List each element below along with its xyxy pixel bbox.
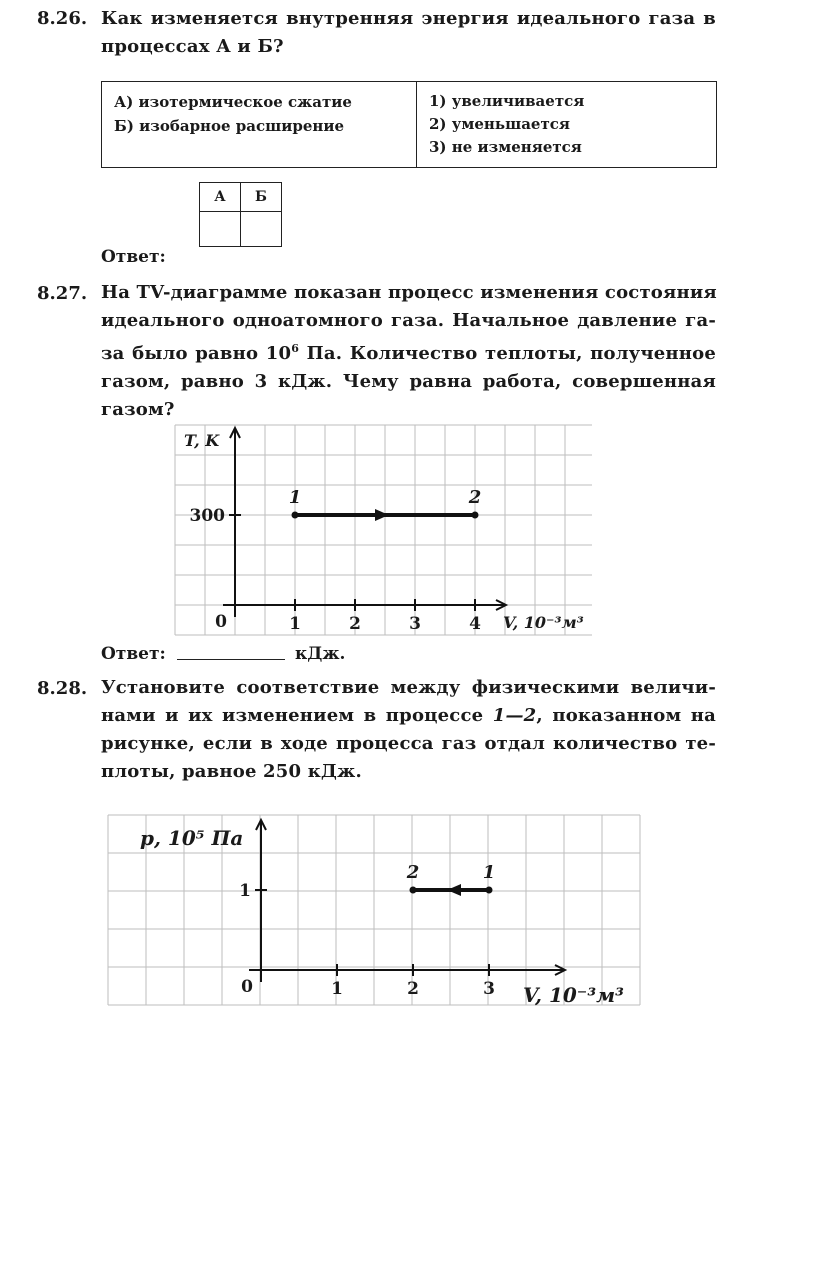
y-axis-label: p, 10⁵ Па [140,826,244,850]
text-fragment: нами и их изменением в процессе [101,705,493,726]
process-label: 1—2 [492,705,537,726]
grid-header-a: А [200,183,241,212]
state-label: 1 [482,862,496,883]
direction-arrow [447,884,461,896]
x-axis-label: V, 10⁻³м³ [523,983,624,1007]
text-line: На TV-диаграмме показан процесс изменения состояния [101,282,717,303]
changes-column [417,82,596,167]
text-line: плоты, равное 250 кДж. [101,761,362,782]
state-label: 2 [406,862,420,883]
state-label: 2 [468,487,482,508]
change-option-1: 1) увеличивается [429,92,585,110]
state-point [292,512,299,519]
change-option-2: 2) уменьшается [429,115,570,133]
answer-label-8-26: Ответ: [101,247,166,267]
x-tick-label: 4 [469,614,481,634]
x-tick-label: 2 [407,979,419,999]
x-tick-label: 2 [349,614,361,634]
text-line: идеального одноатомного газа. Начальное давление га- [101,310,716,331]
grid [175,425,592,635]
x-tick-label: 1 [331,979,343,999]
grid-header-b: Б [241,183,282,212]
problem-text-8-26 [101,5,716,61]
answer-cell-b[interactable] [241,212,282,247]
state-point [472,512,479,519]
problem-text-8-28 [101,674,716,786]
text-line: Установите соответствие между физическими величи- [101,677,716,698]
pv-diagram [105,810,645,1010]
x-tick-label: 1 [289,614,301,634]
matching-table-8-26 [101,81,717,168]
x-tick-label: 3 [409,614,421,634]
text-line: рисунке, если в ходе процесса газ отдал количество те- [101,733,716,754]
change-option-3: 3) не изменяется [429,138,582,156]
axes [140,820,624,1007]
answer-blank-8-27[interactable] [177,659,285,660]
y-tick-label: 300 [189,506,225,526]
state-point [486,887,493,894]
answer-cell-a[interactable] [200,212,241,247]
origin-label: 0 [241,977,253,997]
y-tick-label: 1 [239,881,251,901]
text-line-with-process [101,702,716,730]
tv-diagram [170,420,595,640]
text-fragment: , показанном на [536,705,717,726]
problem-number-8-26: 8.26. [37,8,88,29]
processes-column [102,82,417,167]
direction-arrow [375,509,389,521]
y-axis-label: T, K [184,431,220,450]
answer-grid-8-26 [199,182,282,247]
axes [184,428,584,634]
power-base: 10 [265,343,292,364]
problem-number-8-27: 8.27. [37,283,88,304]
process-item-a: А) изотермическое сжатие [114,93,352,111]
text-fragment: Па. Количество теплоты, полученное [299,343,716,364]
text-line: газом? [101,399,175,420]
problem-number-8-28: 8.28. [37,678,88,699]
text-line-with-power [101,335,716,368]
state-point [410,887,417,894]
answer-unit-8-27: кДж. [295,644,346,664]
answer-label-8-27: Ответ: [101,644,166,664]
process-item-b: Б) изобарное расширение [114,117,345,135]
text-line: Как изменяется внутренняя энергия идеального газа в [101,8,716,29]
text-line: процессах А и Б? [101,36,284,57]
state-label: 1 [288,487,302,508]
origin-label: 0 [215,612,227,632]
power-exponent: 6 [291,342,300,355]
text-fragment: за было равно [101,343,266,364]
problem-text-8-27 [101,279,716,424]
text-line: газом, равно 3 кДж. Чему равна работа, совершенная [101,371,716,392]
x-axis-label: V, 10⁻³м³ [503,613,584,632]
x-tick-label: 3 [483,979,495,999]
